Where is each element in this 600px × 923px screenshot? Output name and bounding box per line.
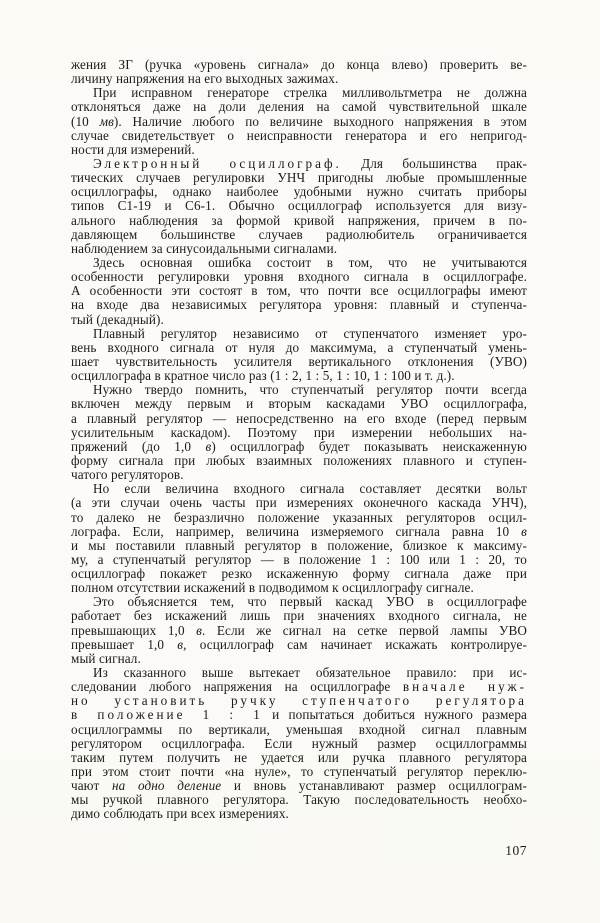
letterspaced-text: но установить ручку ступенчатого регулятора — [71, 693, 527, 709]
body-text: Здесь основная ошибка состоит в том, что не учитываются — [93, 254, 527, 270]
body-text: включен между первым и вторым каскадами УВО осциллографа, — [71, 396, 527, 412]
body-text: и мы поставили плавный регулятор в положение, близкое к максиму- — [71, 537, 527, 553]
text-line — [71, 214, 527, 228]
body-text: отклоняться даже на доли деления на самой чувствительной шкале — [71, 99, 527, 115]
body-text: работает без искажений лишь при значениях входного сигнала, не — [71, 608, 527, 624]
body-text: осциллограф покажет резко искаженную форму сигнала даже при — [71, 566, 527, 582]
body-text: димо соблюдать при всех измерениях. — [71, 806, 289, 822]
body-text: вень входного сигнала от нуля до максимума, а ступенчатый умень- — [71, 339, 527, 355]
body-text: при этом стоит почти «на нуле», то ступенчатый регулятор переклю- — [71, 764, 527, 780]
body-text: Но если величина входного сигнала составляет десятки вольт — [93, 481, 527, 497]
body-text: . Если же сигнал на сетке первой лампы УВО — [201, 622, 527, 638]
body-text: следовании любого напряжения на осциллографе — [71, 679, 403, 695]
body-text: личину напряжения на его выходных зажимах. — [71, 71, 339, 87]
text-line — [71, 482, 527, 496]
body-text: то далеко не безразлично положение указанных регуляторов осцил- — [71, 509, 527, 525]
page-text — [71, 58, 527, 822]
text-line — [71, 553, 527, 567]
body-text: мый сигнал. — [71, 650, 141, 666]
text-line — [71, 185, 527, 199]
text-line — [71, 115, 527, 129]
text-line — [71, 539, 527, 553]
text-line — [71, 737, 527, 751]
text-line — [71, 313, 527, 327]
text-line — [71, 397, 527, 411]
body-text: (а эти случаи очень часты при измерениях оконечного каскада УНЧ), — [71, 495, 527, 511]
text-line — [71, 793, 527, 807]
text-line — [71, 100, 527, 114]
text-line — [71, 129, 527, 143]
body-text: превышающих 1,0 — [71, 622, 197, 638]
body-text: А особенности эти состоят в том, что почти все осциллографы имеют — [71, 283, 527, 299]
italic-text: в — [205, 438, 212, 454]
body-text: ального наблюдения за формой кривой напряжения, причем в по- — [71, 212, 527, 228]
text-line — [71, 284, 527, 298]
text-line — [71, 638, 527, 652]
text-line — [71, 511, 527, 525]
text-line — [71, 694, 527, 708]
text-line — [71, 58, 527, 72]
text-line — [71, 355, 527, 369]
text-line — [71, 807, 527, 821]
body-text: , осциллограф сам начинает искажать контролируе- — [183, 636, 527, 652]
body-text: наблюдением за синусоидальными сигналами. — [71, 240, 338, 256]
body-text: При исправном генераторе стрелка милливольтметра не должна — [93, 85, 527, 101]
body-text: му, а ступенчатый регулятор — в положение 1 : 100 или 1 : 20, то — [71, 551, 527, 567]
body-text: случае свидетельствует о неисправности генератора и его непригод- — [71, 127, 527, 143]
text-line — [71, 765, 527, 779]
text-line — [71, 666, 527, 680]
text-line — [71, 270, 527, 284]
body-text: и попытаться добиться нужного размера — [262, 707, 527, 723]
body-text: превышает 1,0 — [71, 636, 178, 652]
text-line — [71, 708, 527, 722]
body-text: на входе два независимых регулятора уровня: плавный и ступенча- — [71, 297, 527, 313]
body-text: пряжений (до 1,0 — [71, 438, 206, 454]
body-text: ) осциллограф будет показывать неискаженную — [211, 438, 528, 454]
italic-text: в — [177, 636, 184, 652]
text-line — [71, 581, 527, 595]
text-line — [71, 412, 527, 426]
body-text: давляющем большинстве случаев радиолюбитель ограничивается — [71, 226, 527, 242]
body-text: чатого регуляторов. — [71, 467, 184, 483]
body-text: таким путем получить не удается или ручка плавного регулятора — [71, 749, 527, 765]
text-line — [71, 595, 527, 609]
body-text: и вновь устанавливают размер осциллограм- — [221, 778, 527, 794]
body-text: усилительным каскадом). Поэтому при измерении небольших на- — [71, 424, 527, 440]
body-text: чают — [71, 778, 112, 794]
body-text: Это объясняется тем, что первый каскад УВО в осциллографе — [93, 594, 527, 610]
text-line — [71, 242, 527, 256]
body-text: Для большинства прак- — [341, 155, 528, 171]
body-text: Из сказанного выше вытекает обязательное правило: при ис- — [93, 665, 527, 681]
text-line — [71, 525, 527, 539]
body-text: шает чувствительность усилителя вертикального отклонения (УВО) — [71, 353, 527, 369]
body-text: (10 — [71, 113, 100, 129]
italic-text: на одно деление — [111, 778, 222, 794]
body-text: тый (декадный). — [71, 311, 164, 327]
text-line — [71, 496, 527, 510]
text-line — [71, 171, 527, 185]
body-text: форму сигнала при любых взаимных положениях плавного и ступен- — [71, 452, 527, 468]
body-text: мы ручкой плавного регулятора. Такую последовательность необхо- — [71, 792, 527, 808]
text-line — [71, 624, 527, 638]
body-text: полном отсутствии искажений в подводимом к осциллографу сигнале. — [71, 580, 474, 596]
body-text: а плавный регулятор — непосредственно на его входе (перед первым — [71, 410, 527, 426]
text-line — [71, 468, 527, 482]
body-text: осциллографа в кратное число раз (1 : 2, 1 : 5, 1 : 10, 1 : 100 и т. д.). — [71, 368, 455, 384]
body-text: особенности регулировки уровня входного сигнала в осциллографе. — [71, 269, 527, 285]
text-line — [71, 779, 527, 793]
body-text: тических случаев регулировки УНЧ пригодны любые промышленные — [71, 170, 527, 186]
text-line — [71, 143, 527, 157]
text-line — [71, 256, 527, 270]
text-line — [71, 72, 527, 86]
text-line — [71, 454, 527, 468]
italic-text: мв — [99, 113, 114, 129]
body-text: Плавный регулятор независимо от ступенчатого изменяет уро- — [93, 325, 527, 341]
body-text: осциллографы, однако наиболее удобными нужно считать приборы — [71, 184, 527, 200]
body-text: ности для измерений. — [71, 141, 195, 157]
text-line — [71, 341, 527, 355]
text-line — [71, 609, 527, 623]
italic-text: в — [521, 523, 527, 539]
text-line — [71, 680, 527, 694]
text-line — [71, 440, 527, 454]
text-line — [71, 369, 527, 383]
text-line — [71, 199, 527, 213]
page-number: 107 — [505, 843, 527, 858]
text-line — [71, 327, 527, 341]
letterspaced-text: Электронный осциллограф. — [93, 155, 342, 171]
text-line — [71, 86, 527, 100]
text-line — [71, 426, 527, 440]
body-text: лографа. Если, например, величина измеряемого сигнала равна 10 — [71, 523, 522, 539]
body-text: жения ЗГ (ручка «уровень сигнала» до конца влево) проверить ве- — [71, 57, 527, 72]
body-text: Нужно твердо помнить, что ступенчатый регулятор почти всегда — [93, 382, 527, 398]
letterspaced-text: вначале нуж- — [402, 679, 528, 695]
italic-text: в — [196, 622, 202, 638]
body-text: ). Наличие любого по величине выходного напряжения в этом — [113, 113, 527, 129]
text-line — [71, 228, 527, 242]
text-line — [71, 652, 527, 666]
text-line — [71, 723, 527, 737]
letterspaced-text: в положение 1 : 1 — [71, 707, 263, 723]
text-line — [71, 298, 527, 312]
text-line — [71, 751, 527, 765]
text-line — [71, 383, 527, 397]
text-line — [71, 157, 527, 171]
body-text: типов С1-19 и С6-1. Обычно осциллограф используется для визу- — [71, 198, 527, 214]
text-line — [71, 567, 527, 581]
body-text: осциллограммы по вертикали, уменьшая входной сигнал плавным — [71, 721, 527, 737]
body-text: регулятором осциллографа. Если нужный размер осциллограммы — [71, 735, 527, 751]
